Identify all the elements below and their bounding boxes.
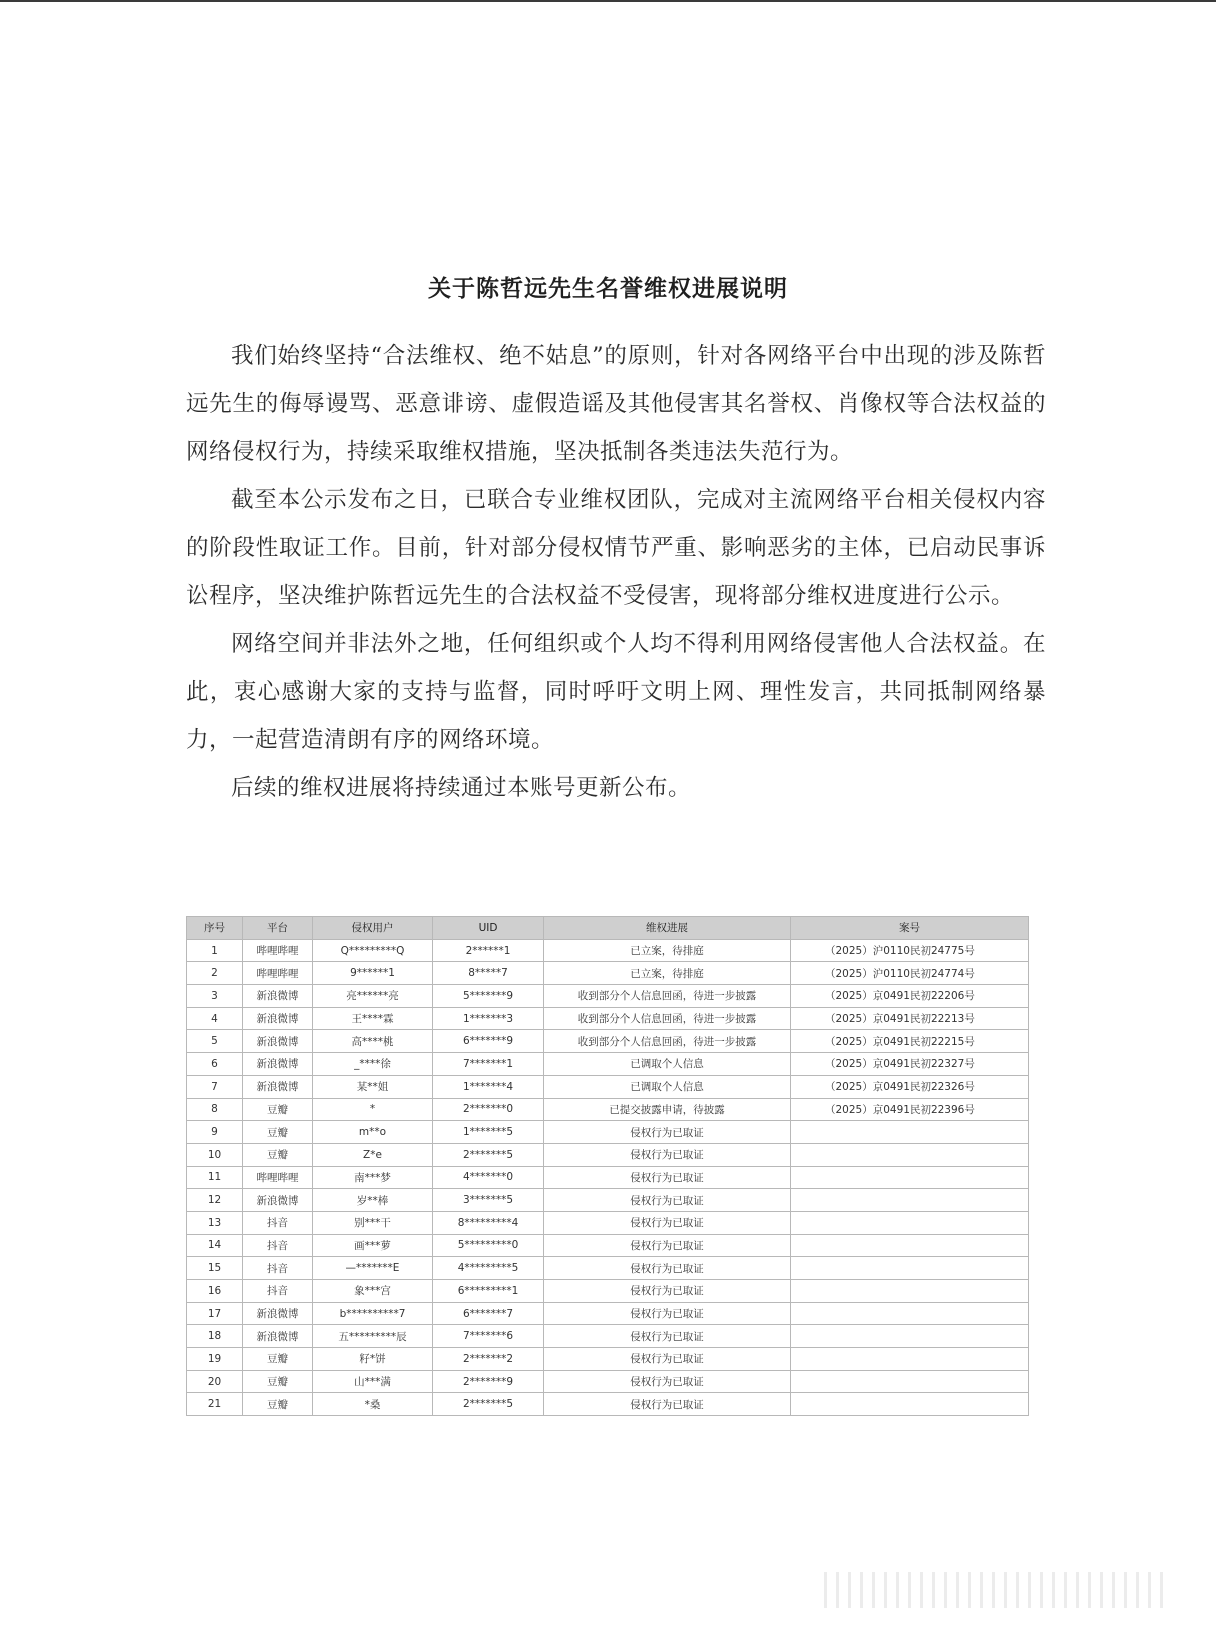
cell-uid: 6*******7 — [433, 1302, 544, 1325]
cell-platform: 新浪微博 — [243, 1302, 313, 1325]
cell-case-number: （2025）京0491民初22326号 — [791, 1075, 1029, 1098]
cell-uid: 2*******5 — [433, 1143, 544, 1166]
cell-index: 16 — [187, 1280, 243, 1303]
cell-case-number: （2025）沪0110民初24775号 — [791, 939, 1029, 962]
cell-user: b**********7 — [313, 1302, 433, 1325]
cell-case-number — [791, 1393, 1029, 1416]
cell-platform: 哔哩哔哩 — [243, 1166, 313, 1189]
cell-progress: 侵权行为已取证 — [544, 1370, 791, 1393]
header-progress: 维权进展 — [544, 917, 791, 940]
table-row — [187, 1075, 1029, 1098]
cell-progress: 已调取个人信息 — [544, 1075, 791, 1098]
table-row — [187, 1053, 1029, 1076]
cell-index: 11 — [187, 1166, 243, 1189]
cell-uid: 3*******5 — [433, 1189, 544, 1212]
cell-user: 某**姐 — [313, 1075, 433, 1098]
cell-index: 3 — [187, 985, 243, 1008]
table-row — [187, 939, 1029, 962]
cell-index: 18 — [187, 1325, 243, 1348]
cell-index: 14 — [187, 1234, 243, 1257]
table-row — [187, 1302, 1029, 1325]
cell-case-number — [791, 1302, 1029, 1325]
cell-uid: 2*******9 — [433, 1370, 544, 1393]
cell-progress: 已提交披露申请，待披露 — [544, 1098, 791, 1121]
cell-progress: 收到部分个人信息回函，待进一步披露 — [544, 985, 791, 1008]
cell-index: 10 — [187, 1143, 243, 1166]
cell-platform: 豆瓣 — [243, 1370, 313, 1393]
table-row — [187, 1370, 1029, 1393]
cell-platform: 哔哩哔哩 — [243, 939, 313, 962]
cell-index: 6 — [187, 1053, 243, 1076]
cell-platform: 新浪微博 — [243, 1189, 313, 1212]
cell-user: 9******1 — [313, 962, 433, 985]
cell-uid: 1*******3 — [433, 1007, 544, 1030]
cell-progress: 侵权行为已取证 — [544, 1393, 791, 1416]
cell-index: 17 — [187, 1302, 243, 1325]
cell-case-number: （2025）京0491民初22206号 — [791, 985, 1029, 1008]
cell-user: _****徐 — [313, 1053, 433, 1076]
cell-case-number: （2025）京0491民初22396号 — [791, 1098, 1029, 1121]
cell-index: 1 — [187, 939, 243, 962]
cell-progress: 侵权行为已取证 — [544, 1257, 791, 1280]
cell-case-number — [791, 1211, 1029, 1234]
top-border-line — [0, 0, 1216, 2]
cell-uid: 2*******5 — [433, 1393, 544, 1416]
cell-case-number — [791, 1166, 1029, 1189]
cell-user: 五*********辰 — [313, 1325, 433, 1348]
cell-progress: 侵权行为已取证 — [544, 1302, 791, 1325]
header-uid: UID — [433, 917, 544, 940]
cell-platform: 豆瓣 — [243, 1121, 313, 1144]
cell-user: 籽*饼 — [313, 1348, 433, 1371]
cell-index: 7 — [187, 1075, 243, 1098]
cell-user: 山***满 — [313, 1370, 433, 1393]
cell-uid: 7*******1 — [433, 1053, 544, 1076]
table-row — [187, 1189, 1029, 1212]
cell-progress: 已调取个人信息 — [544, 1053, 791, 1076]
cell-user: —*******E — [313, 1257, 433, 1280]
cell-case-number — [791, 1143, 1029, 1166]
table-row — [187, 1098, 1029, 1121]
cell-user: 王****霖 — [313, 1007, 433, 1030]
cell-user: Z*e — [313, 1143, 433, 1166]
table-body — [187, 939, 1029, 1415]
cell-uid: 2*******0 — [433, 1098, 544, 1121]
cell-case-number — [791, 1234, 1029, 1257]
table-row — [187, 1007, 1029, 1030]
cell-platform: 新浪微博 — [243, 1030, 313, 1053]
cell-user: 高****桃 — [313, 1030, 433, 1053]
cell-case-number: （2025）京0491民初22215号 — [791, 1030, 1029, 1053]
table-row — [187, 1348, 1029, 1371]
cell-index: 8 — [187, 1098, 243, 1121]
table-row — [187, 1121, 1029, 1144]
cell-user: 别***干 — [313, 1211, 433, 1234]
table-row — [187, 985, 1029, 1008]
cell-progress: 收到部分个人信息回函，待进一步披露 — [544, 1007, 791, 1030]
cell-uid: 6*********1 — [433, 1280, 544, 1303]
cell-index: 20 — [187, 1370, 243, 1393]
cell-platform: 新浪微博 — [243, 1007, 313, 1030]
cell-progress: 侵权行为已取证 — [544, 1348, 791, 1371]
header-index: 序号 — [187, 917, 243, 940]
cell-platform: 豆瓣 — [243, 1143, 313, 1166]
cell-case-number — [791, 1348, 1029, 1371]
cell-index: 19 — [187, 1348, 243, 1371]
watermark-stripes — [824, 1572, 1164, 1608]
cell-uid: 8*********4 — [433, 1211, 544, 1234]
cell-index: 2 — [187, 962, 243, 985]
document-title: 关于陈哲远先生名誉维权进展说明 — [428, 275, 788, 302]
cell-progress: 侵权行为已取证 — [544, 1325, 791, 1348]
cell-platform: 豆瓣 — [243, 1393, 313, 1416]
header-user: 侵权用户 — [313, 917, 433, 940]
cell-uid: 2******1 — [433, 939, 544, 962]
cell-platform: 抖音 — [243, 1234, 313, 1257]
cell-index: 9 — [187, 1121, 243, 1144]
cell-progress: 侵权行为已取证 — [544, 1166, 791, 1189]
cell-platform: 新浪微博 — [243, 1075, 313, 1098]
rights-progress-table — [186, 916, 1029, 1416]
header-platform: 平台 — [243, 917, 313, 940]
cell-uid: 6*******9 — [433, 1030, 544, 1053]
table-row — [187, 1166, 1029, 1189]
cell-case-number — [791, 1280, 1029, 1303]
header-case-number: 案号 — [791, 917, 1029, 940]
cell-case-number — [791, 1325, 1029, 1348]
cell-progress: 侵权行为已取证 — [544, 1189, 791, 1212]
cell-progress: 侵权行为已取证 — [544, 1211, 791, 1234]
document-body — [186, 332, 1046, 812]
paragraph-progress: 截至本公示发布之日，已联合专业维权团队，完成对主流网络平台相关侵权内容的阶段性取证工作。目前，针对部分侵权情节严重、影响恶劣的主体，已启动民事诉讼程序，坚决维护陈哲远先生的合法权益不受侵害，现将部分维权进度进行公示。 — [186, 487, 1046, 609]
cell-platform: 豆瓣 — [243, 1348, 313, 1371]
cell-platform: 新浪微博 — [243, 985, 313, 1008]
cell-platform: 抖音 — [243, 1211, 313, 1234]
table-row — [187, 1257, 1029, 1280]
cell-user: 岁**棒 — [313, 1189, 433, 1212]
table-row — [187, 1280, 1029, 1303]
paragraph-appeal: 网络空间并非法外之地，任何组织或个人均不得利用网络侵害他人合法权益。在此，衷心感谢大家的支持与监督，同时呼吁文明上网、理性发言，共同抵制网络暴力，一起营造清朗有序的网络环境。 — [186, 631, 1046, 753]
cell-user: 象***宫 — [313, 1280, 433, 1303]
cell-platform: 哔哩哔哩 — [243, 962, 313, 985]
table-header-row — [187, 917, 1029, 940]
cell-user: 南***梦 — [313, 1166, 433, 1189]
table-row — [187, 1325, 1029, 1348]
cell-uid: 7*******6 — [433, 1325, 544, 1348]
cell-platform: 抖音 — [243, 1280, 313, 1303]
cell-platform: 新浪微博 — [243, 1325, 313, 1348]
cell-index: 13 — [187, 1211, 243, 1234]
cell-index: 15 — [187, 1257, 243, 1280]
cell-index: 5 — [187, 1030, 243, 1053]
cell-progress: 侵权行为已取证 — [544, 1280, 791, 1303]
cell-case-number — [791, 1121, 1029, 1144]
cell-uid: 1*******5 — [433, 1121, 544, 1144]
cell-uid: 8*****7 — [433, 962, 544, 985]
cell-case-number — [791, 1189, 1029, 1212]
table-row — [187, 1211, 1029, 1234]
cell-platform: 抖音 — [243, 1257, 313, 1280]
paragraph-updates: 后续的维权进展将持续通过本账号更新公布。 — [231, 775, 692, 801]
cell-uid: 5*********0 — [433, 1234, 544, 1257]
cell-platform: 新浪微博 — [243, 1053, 313, 1076]
cell-user: * — [313, 1098, 433, 1121]
cell-uid: 4*******0 — [433, 1166, 544, 1189]
cell-user: Q*********Q — [313, 939, 433, 962]
cell-user: 画***萝 — [313, 1234, 433, 1257]
cell-index: 12 — [187, 1189, 243, 1212]
cell-index: 4 — [187, 1007, 243, 1030]
cell-progress: 侵权行为已取证 — [544, 1234, 791, 1257]
table-row — [187, 962, 1029, 985]
table-row — [187, 1393, 1029, 1416]
cell-user: 亮******亮 — [313, 985, 433, 1008]
cell-case-number: （2025）沪0110民初24774号 — [791, 962, 1029, 985]
cell-user: m**o — [313, 1121, 433, 1144]
cell-index: 21 — [187, 1393, 243, 1416]
cell-case-number: （2025）京0491民初22327号 — [791, 1053, 1029, 1076]
cell-progress: 收到部分个人信息回函，待进一步披露 — [544, 1030, 791, 1053]
cell-case-number: （2025）京0491民初22213号 — [791, 1007, 1029, 1030]
cell-progress: 已立案，待排庭 — [544, 962, 791, 985]
paragraph-principle: 我们始终坚持“合法维权、绝不姑息”的原则，针对各网络平台中出现的涉及陈哲远先生的侮辱谩骂、恶意诽谤、虚假造谣及其他侵害其名誉权、肖像权等合法权益的网络侵权行为，持续采取维权措施，坚决抵制各类违法失范行为。 — [186, 343, 1046, 465]
cell-uid: 4*********5 — [433, 1257, 544, 1280]
cell-progress: 侵权行为已取证 — [544, 1121, 791, 1144]
cell-case-number — [791, 1370, 1029, 1393]
cell-uid: 5*******9 — [433, 985, 544, 1008]
cell-progress: 已立案，待排庭 — [544, 939, 791, 962]
cell-case-number — [791, 1257, 1029, 1280]
cell-progress: 侵权行为已取证 — [544, 1143, 791, 1166]
table-row — [187, 1030, 1029, 1053]
cell-platform: 豆瓣 — [243, 1098, 313, 1121]
table-row — [187, 1143, 1029, 1166]
table-row — [187, 1234, 1029, 1257]
cell-user: *桑 — [313, 1393, 433, 1416]
cell-uid: 2*******2 — [433, 1348, 544, 1371]
cell-uid: 1*******4 — [433, 1075, 544, 1098]
